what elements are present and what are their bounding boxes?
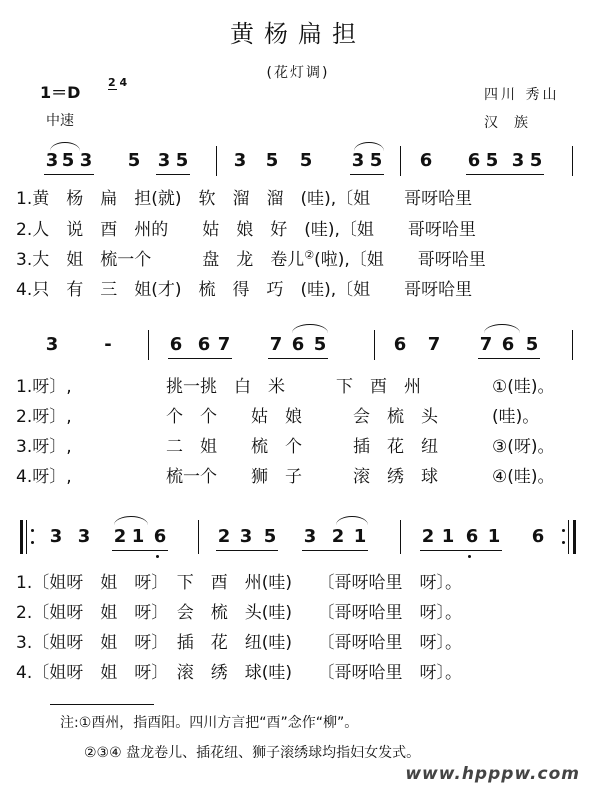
note: 3: [79, 150, 93, 171]
lyric-line: 二 姐 梳 个 插 花 纽: [166, 437, 438, 457]
bar-line: [148, 330, 149, 360]
note: 5: [299, 150, 313, 171]
note: 3: [49, 526, 63, 547]
note: 2: [331, 526, 345, 547]
bar-line: [198, 520, 199, 554]
underline: [44, 174, 94, 175]
note: 6: [467, 150, 481, 171]
footnote-1: 注:①酉州，指酉阳。四川方言把“酉”念作“柳”。: [60, 715, 359, 731]
lyric-line: ③(呀)。: [492, 437, 555, 457]
note: 1: [353, 526, 367, 547]
note: 3: [511, 150, 525, 171]
note: 1: [441, 526, 455, 547]
note: 6: [419, 150, 433, 171]
lyric-line: 3.呀〕,: [16, 437, 72, 457]
note: 5: [525, 334, 539, 355]
note: 5: [529, 150, 543, 171]
bar-line: [374, 330, 375, 360]
note: 5: [265, 150, 279, 171]
lyric-line: 4.只 有 三 姐(才) 梳 得 巧 (哇),〔姐 哥呀哈里: [16, 280, 473, 300]
lyric-line: ①(哇)。: [492, 377, 555, 397]
note: 3: [351, 150, 365, 171]
song-title: 黄杨扁担: [230, 20, 366, 48]
lyric-line: 4.〔姐呀 姐 呀〕 滚 绣 球(哇) 〔哥呀哈里 呀〕。: [16, 663, 462, 683]
lyric-line: ④(哇)。: [492, 467, 555, 487]
underline: [350, 174, 384, 175]
song-ethnic: 汉族: [484, 115, 544, 131]
note: 2: [113, 526, 127, 547]
note: 5: [175, 150, 189, 171]
lyric-text: 3.大 姐 梳一个 盘 龙 卷儿: [16, 250, 305, 270]
note: 2: [421, 526, 435, 547]
underline: [112, 550, 168, 551]
note: 5: [485, 150, 499, 171]
lyric-line: 2.呀〕,: [16, 407, 72, 427]
footnote-divider: [50, 704, 154, 705]
lyric-line: 4.呀〕,: [16, 467, 72, 487]
note: 6: [169, 334, 183, 355]
note: 6: [153, 526, 167, 547]
note: 3: [303, 526, 317, 547]
lyric-line: 1.黄 杨 扁 担(就) 软 溜 溜 (哇),〔姐 哥呀哈里: [16, 189, 473, 209]
lyric-line: 挑一挑 白 米 下 酉 州: [166, 377, 421, 397]
note: 5: [369, 150, 383, 171]
bar-line: [216, 146, 217, 176]
note: 2: [217, 526, 231, 547]
slur: [484, 324, 520, 333]
underline: [168, 358, 232, 359]
bar-line: [572, 330, 573, 360]
lyric-line: 1.呀〕,: [16, 377, 72, 397]
lyric-text: (啦),〔姐 哥呀哈里: [314, 250, 486, 270]
note: 3: [77, 526, 91, 547]
notation-row-3: [0, 526, 596, 550]
lyric-line: 1.〔姐呀 姐 呀〕 下 酉 州(哇) 〔哥呀哈里 呀〕。: [16, 573, 462, 593]
notation-row-1: [0, 150, 596, 174]
underline: [268, 358, 328, 359]
slur: [292, 324, 328, 333]
lyric-line: 梳一个 狮 子 滚 绣 球: [166, 467, 438, 487]
note: 7: [217, 334, 231, 355]
underline: [216, 550, 278, 551]
note: 6: [197, 334, 211, 355]
note: 3: [239, 526, 253, 547]
note: 3: [233, 150, 247, 171]
underline: [302, 550, 368, 551]
bar-line: [400, 146, 401, 176]
lyric-line: 2.〔姐呀 姐 呀〕 会 梳 头(哇) 〔哥呀哈里 呀〕。: [16, 603, 462, 623]
note: 5: [313, 334, 327, 355]
lyric-line: [16, 245, 486, 270]
note: 6: [393, 334, 407, 355]
footnote-2: ②③④ 盘龙卷儿、插花纽、狮子滚绣球均指妇女发式。: [84, 745, 421, 761]
watermark: www.hpppw.com: [405, 764, 580, 784]
note: 7: [479, 334, 493, 355]
slur: [114, 516, 148, 525]
meter-bottom: 4: [119, 76, 128, 89]
repeat-dot: [562, 529, 565, 532]
time-signature: [108, 77, 127, 89]
underline: [156, 174, 190, 175]
note: 3: [45, 334, 59, 355]
repeat-dot: [562, 541, 565, 544]
slur: [336, 516, 368, 525]
note: 6: [531, 526, 545, 547]
lyric-line: 3.〔姐呀 姐 呀〕 插 花 纽(哇) 〔哥呀哈里 呀〕。: [16, 633, 462, 653]
note: 6: [465, 526, 479, 547]
slur: [50, 142, 80, 151]
notation-row-2: [0, 334, 596, 358]
lyric-line: (哇)。: [492, 407, 540, 427]
repeat-end-bar: [568, 520, 569, 554]
note: 3: [45, 150, 59, 171]
note: 5: [127, 150, 141, 171]
note: 5: [61, 150, 75, 171]
underline: [466, 174, 544, 175]
meter-top: 2: [108, 76, 116, 89]
lyric-line: 2.人 说 酉 州的 姑 娘 好 (哇),〔姐 哥呀哈里: [16, 220, 476, 240]
lower-octave-dot: [468, 555, 471, 558]
song-subtitle: (花灯调): [266, 65, 330, 81]
note: 5: [263, 526, 277, 547]
underline: [478, 358, 540, 359]
note: 7: [269, 334, 283, 355]
note: -: [104, 334, 112, 355]
bar-line: [400, 520, 401, 554]
song-region: 四川 秀山: [484, 87, 560, 103]
note: 3: [157, 150, 171, 171]
tempo-marking: 中速: [46, 113, 74, 129]
note: 6: [501, 334, 515, 355]
slur: [354, 142, 384, 151]
note: 1: [131, 526, 145, 547]
note: 7: [427, 334, 441, 355]
bar-line: [572, 146, 573, 176]
lower-octave-dot: [156, 555, 159, 558]
lyric-line: 个 个 姑 娘 会 梳 头: [166, 407, 438, 427]
repeat-end-bar: [573, 520, 576, 554]
key-signature: 1＝D: [40, 83, 81, 102]
note: 6: [291, 334, 305, 355]
footnote-mark: ②: [304, 248, 315, 262]
note: 1: [487, 526, 501, 547]
underline: [420, 550, 502, 551]
